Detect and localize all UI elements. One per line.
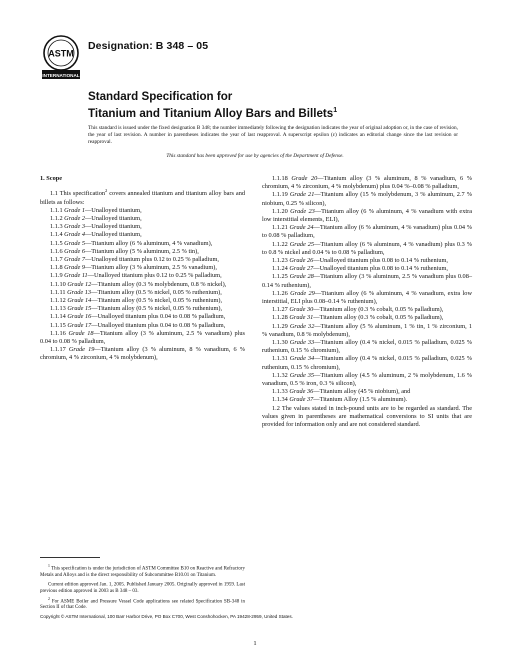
grade-item: 1.1.28 Grade 31—Titanium alloy (0.3 % cobalt, 0.05 % palladium), [272, 314, 444, 322]
grade-item: 1.1.2 Grade 2—Unalloyed titanium, [50, 214, 142, 222]
grade-item: 1.1.9 Grade 11—Unalloyed titanium plus 0.12 to 0.25 % palladium, [50, 272, 222, 280]
grade-item: 1.1.33 Grade 36—Titanium alloy (45 % niobium), and [272, 388, 411, 396]
grade-item: 1.1.7 Grade 7—Unalloyed titanium plus 0.12 to 0.25 % palladium, [50, 255, 219, 263]
grade-item: 1.1.3 Grade 3—Unalloyed titanium, [50, 223, 142, 231]
grade-item: 1.1.32 Grade 35—Titanium alloy (4.5 % aluminum, 2 % molybdenum, 1.6 % vanadium, 0.5 % iron, 0.3 % silicon), [262, 371, 472, 388]
astm-logo [40, 34, 82, 80]
grade-item: 1.1.20 Grade 23—Titanium alloy (6 % aluminum, 4 % vanadium with extra low interstitial elements, ELI), [262, 207, 473, 224]
footnote: $^1$ This specification is under the jurisdiction of ASTM Committee B10 on Reactive and Refractory Metals and Alloys and is the direct responsibility of Subcommittee B10.01 on Titanium. [40, 564, 245, 578]
footnote-rule [40, 557, 100, 558]
grade-item: 1.1.5 Grade 5—Titanium alloy (6 % aluminum, 4 % vanadium), [50, 239, 213, 247]
grade-item: 1.1.12 Grade 14—Titanium alloy (0.5 % nickel, 0.05 % ruthenium), [50, 296, 223, 304]
grade-item: 1.1.13 Grade 15—Titanium alloy (0.5 % nickel, 0.05 % ruthenium), [50, 305, 223, 313]
grade-item: 1.1.34 Grade 37—Titanium Alloy (1.5 % aluminum). [272, 396, 408, 404]
grade-item: 1.1.30 Grade 33—Titanium alloy (0.4 % nickel, 0.015 % palladium, 0.025 % ruthenium, 0.15 % chromium), [262, 339, 472, 355]
title-line-1: Standard Specification for [88, 90, 233, 103]
grade-item: 1.1.25 Grade 28—Titanium alloy (3 % aluminum, 2.5 % vanadium plus 0.08–0.14 % ruthenium), [262, 273, 472, 289]
grade-item: 1.1.19 Grade 21—Titanium alloy (15 % molybdenum, 3 % aluminum, 2.7 % niobium, 0.25 % silicon), [262, 191, 473, 207]
footnote: Current edition approved Jan. 1, 2005. Published January 2005. Originally approved in 1959. Last previous edition approved in 2003 as B 348 – 03. [40, 582, 245, 595]
paragraph-1-1: 1.1 This specification$^2$ covers annealed titanium and titanium alloy bars and billets as follows: [40, 188, 245, 206]
copyright: Copyright © ASTM International, 100 Barr Harbor Drive, PO Box C700, West Conshohocken, PA 19428-2959, United States. [40, 614, 293, 619]
grade-item: 1.1.11 Grade 13—Titanium alloy (0.5 % nickel, 0.05 % ruthenium), [50, 288, 222, 296]
grade-list-left [40, 207, 245, 363]
svg-text:INTERNATIONAL: INTERNATIONAL [42, 73, 80, 78]
approval-notice: This standard has been approved for use by agencies of the Department of Defense. [166, 153, 344, 159]
grade-item: 1.1.21 Grade 24—Titanium alloy (6 % aluminum, 4 % vanadium) plus 0.04 % to 0.08 % palladium, [262, 224, 472, 240]
grade-item: 1.1.18 Grade 20—Titanium alloy (3 % aluminum, 8 % vanadium, 6 % chromium, 4 % zirconium, 4 % molybdenum) plus 0.04 %–0.08 % palladium, [262, 175, 472, 191]
footnote: $^2$ For ASME Boiler and Pressure Vessel Code applications see related Specification SB-348 in Section II of that Code. [40, 596, 245, 611]
grade-item: 1.1.4 Grade 4—Unalloyed titanium, [50, 231, 142, 239]
grade-item: 1.1.17 Grade 19—Titanium alloy (3 % aluminum, 8 % vanadium, 6 % chromium, 4 % zirconium, 4 % molybdenum), [40, 346, 245, 362]
grade-item: 1.1.15 Grade 17—Unalloyed titanium plus 0.04 to 0.08 % palladium, [50, 321, 226, 329]
grade-item: 1.1.1 Grade 1—Unalloyed titanium, [50, 206, 142, 214]
title-line-2: Titanium and Titanium Alloy Bars and Billets$^1$ [88, 106, 338, 120]
section-heading: 1. Scope [40, 175, 63, 182]
grade-item: 1.1.31 Grade 34—Titanium alloy (0.4 % nickel, 0.015 % palladium, 0.025 % ruthenium, 0.15 % chromium), [262, 355, 472, 371]
grade-list-right [262, 175, 472, 405]
grade-item: 1.1.29 Grade 32—Titanium alloy (5 % aluminum, 1 % tin, 1 % zirconium, 1 % vanadium, 0.8 % molybdenum), [262, 322, 472, 338]
grade-item: 1.1.22 Grade 25—Titanium alloy (6 % aluminum, 4 % vanadium) plus 0.3 % to 0.8 % nickel and 0.04 % to 0.08 % palladium, [262, 240, 472, 256]
page-number: 1 [253, 640, 257, 647]
designation-notice: This standard is issued under the fixed designation B 348; the number immediately following the designation indicates the year of original adoption or, in the case of revision, the year of last revision. A number in parentheses indicates the year of last reapproval. A superscript epsilon (ε) indicates an editorial change since the last revision or reapproval. [88, 125, 458, 146]
grade-item: 1.1.26 Grade 29—Titanium alloy (6 % aluminum, 4 % vanadium, extra low interstitial, ELI plus 0.08–0.14 % ruthenium), [262, 289, 473, 306]
grade-item: 1.1.8 Grade 9—Titanium alloy (3 % aluminum, 2.5 % vanadium), [50, 264, 217, 272]
left-column [40, 175, 245, 363]
grade-item: 1.1.24 Grade 27—Unalloyed titanium plus 0.08 to 0.14 % ruthenium, [272, 265, 448, 273]
grade-item: 1.1.23 Grade 26—Unalloyed titanium plus 0.08 to 0.14 % ruthenium, [272, 257, 448, 265]
grade-item: 1.1.27 Grade 30—Titanium alloy (0.3 % cobalt, 0.05 % palladium), [272, 306, 444, 314]
footnotes [40, 563, 245, 612]
document-title [88, 90, 468, 121]
paragraph-1-2: 1.2 The values stated in inch-pound units are to be regarded as standard. The values given in parentheses are mathematical conversions to SI units that are provided for information only and are not considered standard. [262, 404, 472, 429]
grade-item: 1.1.14 Grade 16—Unalloyed titanium plus 0.04 to 0.08 % palladium, [50, 313, 226, 321]
designation: Designation: B 348 – 05 [88, 40, 209, 52]
grade-item: 1.1.10 Grade 12—Titanium alloy (0.3 % molybdenum, 0.8 % nickel), [50, 280, 227, 288]
right-column [262, 175, 472, 429]
grade-item: 1.1.16 Grade 18—Titanium alloy (3 % aluminum, 2.5 % vanadium) plus 0.04 to 0.08 % palladium, [40, 329, 245, 345]
svg-text:ASTM: ASTM [48, 48, 74, 59]
grade-item: 1.1.6 Grade 6—Titanium alloy (5 % aluminum, 2.5 % tin), [50, 247, 199, 255]
